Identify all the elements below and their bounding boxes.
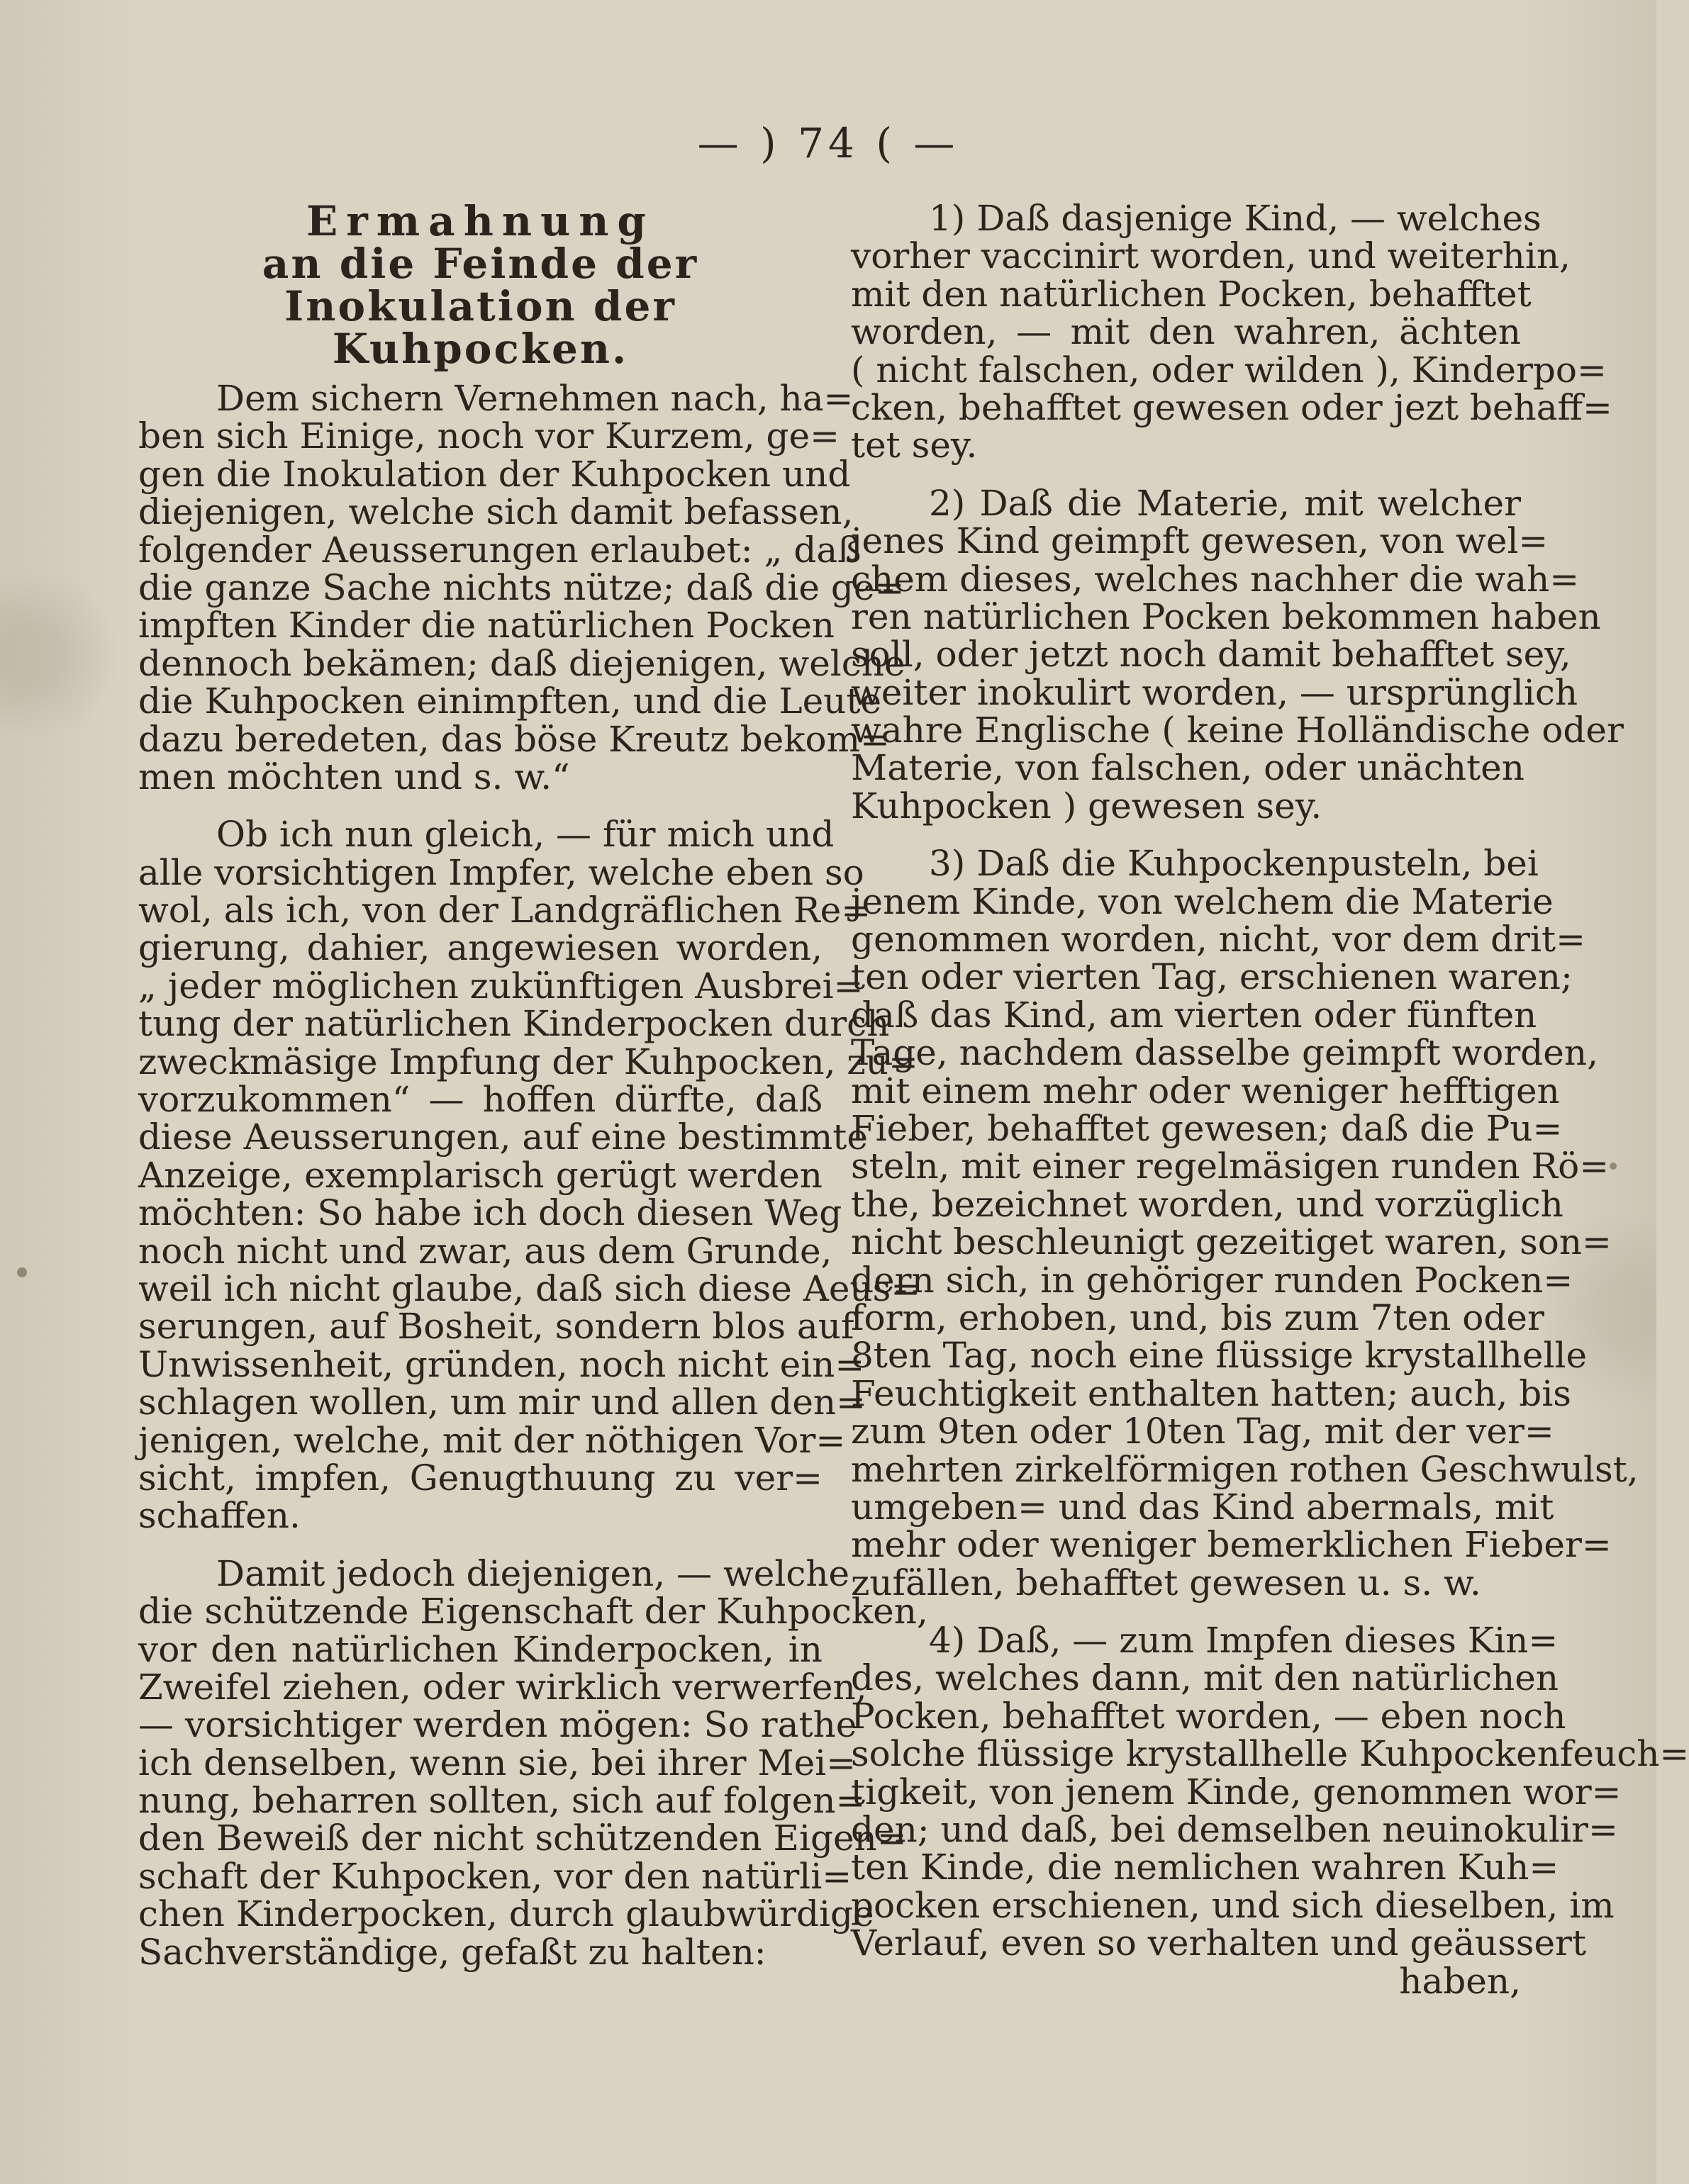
text-line: Anzeige, exemplarisch gerügt werden <box>138 1154 823 1196</box>
article-title <box>138 197 823 373</box>
text-line: worden, — mit den wahren, ächten <box>851 311 1521 353</box>
text-line: mit den natürlichen Pocken, behafftet <box>851 273 1532 315</box>
paragraph-gap <box>138 1535 823 1555</box>
title-line: an die Feinde der Inokulation der <box>262 240 699 330</box>
text-line: diejenigen, welche sich damit befassen, <box>138 491 854 533</box>
text-line: tung der natürlichen Kinderpocken durch <box>138 1003 890 1045</box>
text-line: impften Kinder die natürlichen Pocken <box>138 605 835 646</box>
text-line: jenigen, welche, mit der nöthigen Vor= <box>138 1419 846 1461</box>
text-line: 3) Daß die Kuhpockenpusteln, bei <box>929 843 1539 885</box>
text-line: pocken erschienen, und sich dieselben, im <box>851 1884 1615 1926</box>
paragraph <box>851 198 1612 466</box>
text-line: vor den natürlichen Kinderpocken, in <box>138 1628 823 1670</box>
text-line: tet sey. <box>851 425 978 466</box>
text-line: möchten: So habe ich doch diesen Weg <box>138 1192 842 1234</box>
text-line: dazu beredeten, das böse Kreutz bekom= <box>138 718 890 760</box>
text-line: serungen, auf Bosheit, sondern blos auf <box>138 1306 854 1348</box>
paragraph <box>851 1620 1689 1964</box>
text-line: 1) Daß dasjenige Kind, — welches <box>929 198 1542 239</box>
text-line: Kuhpocken ) gewesen sey. <box>851 785 1322 827</box>
catchword: haben, <box>1399 1960 1521 2002</box>
text-line: dern sich, in gehöriger runden Pocken= <box>851 1259 1573 1301</box>
text-line: jenem Kinde, von welchem die Materie <box>851 880 1554 922</box>
page-number: — ) 74 ( — <box>697 119 959 167</box>
paragraph-gap <box>851 825 1521 845</box>
paper-speck <box>17 1267 27 1277</box>
text-line: — vorsichtiger werden mögen: So rathe <box>138 1704 857 1746</box>
text-line: folgender Aeusserungen erlaubet: „ daß <box>138 529 862 571</box>
text-line: tigkeit, von jenem Kinde, genommen wor= <box>851 1771 1622 1813</box>
text-line: dennoch bekämen; daß diejenigen, welche <box>138 642 905 684</box>
text-line: nung, beharren sollten, sich auf folgen= <box>138 1780 866 1822</box>
text-line: gen die Inokulation der Kuhpocken und <box>138 453 851 495</box>
text-line: 2) Daß die Materie, mit welcher <box>929 482 1521 524</box>
text-line: Dem sichern Vernehmen nach, ha= <box>216 378 854 419</box>
paragraph <box>851 843 1639 1603</box>
text-line: soll, oder jetzt noch damit behafftet sey, <box>851 634 1571 676</box>
text-line: steln, mit einer regelmäsigen runden Rö= <box>851 1146 1610 1187</box>
text-line: Sachverständige, gefaßt zu halten: <box>138 1931 767 1973</box>
text-line: 4) Daß, — zum Impfen dieses Kin= <box>929 1620 1559 1662</box>
text-line: jenes Kind geimpft gewesen, von wel= <box>851 520 1549 562</box>
text-line: diese Aeusserungen, auf eine bestimmte <box>138 1116 868 1158</box>
text-line: vorher vaccinirt worden, und weiterhin, <box>851 235 1571 277</box>
text-line: vorzukommen“ — hoffen dürfte, daß <box>138 1079 823 1121</box>
text-line: daß das Kind, am vierten oder fünften <box>851 994 1537 1036</box>
paragraph <box>138 814 921 1537</box>
text-line: schaft der Kuhpocken, vor den natürli= <box>138 1855 852 1897</box>
text-line: Damit jedoch diejenigen, — welche <box>216 1552 850 1594</box>
text-line: ten Kinde, die nemlichen wahren Kuh= <box>851 1847 1559 1888</box>
text-line: zweckmäsige Impfung der Kuhpocken, zu= <box>138 1041 918 1082</box>
text-line: sicht, impfen, Genugthuung zu ver= <box>138 1457 823 1499</box>
text-line: Verlauf, even so verhalten und geäussert <box>851 1922 1587 1964</box>
right-paragraphs <box>851 198 1689 1964</box>
text-line: Pocken, behafftet worden, — eben noch <box>851 1695 1566 1737</box>
text-line: wol, als ich, von der Landgräflichen Re= <box>138 890 871 931</box>
text-line: ( nicht falschen, oder wilden ), Kinderpo= <box>851 349 1607 391</box>
text-line: cken, behafftet gewesen oder jezt behaff= <box>851 386 1612 428</box>
paragraph-gap <box>851 1602 1521 1622</box>
text-line: schaffen. <box>138 1495 301 1537</box>
text-line: „ jeder möglichen zukünftigen Ausbrei= <box>138 965 864 1007</box>
text-line: Fieber, behafftet gewesen; daß die Pu= <box>851 1107 1563 1149</box>
text-line: die schützende Eigenschaft der Kuhpocken, <box>138 1591 928 1633</box>
text-line: chen Kinderpocken, durch glaubwürdige <box>138 1893 874 1935</box>
text-line: wahre Englische ( keine Holländische oder <box>851 710 1624 751</box>
paragraph <box>138 1552 928 1973</box>
text-line: mehrten zirkelförmigen rothen Geschwulst, <box>851 1448 1639 1490</box>
text-line: ich denselben, wenn sie, bei ihrer Mei= <box>138 1742 857 1783</box>
text-line: Feuchtigkeit enthalten hatten; auch, bis <box>851 1372 1571 1414</box>
text-line: noch nicht und zwar, aus dem Grunde, <box>138 1230 832 1272</box>
text-line: Ob ich nun gleich, — für mich und <box>216 814 835 856</box>
text-line: nicht beschleunigt gezeitiget waren, son= <box>851 1221 1612 1263</box>
text-line: ten oder vierten Tag, erschienen waren; <box>851 956 1573 998</box>
right-column <box>851 198 1689 2002</box>
title-line: Kuhpocken. <box>332 325 629 373</box>
text-line: 8ten Tag, noch eine flüssige krystallhelle <box>851 1335 1588 1377</box>
text-line: weiter inokulirt worden, — ursprünglich <box>851 671 1578 713</box>
text-line: solche flüssige krystallhelle Kuhpockenfeuch= <box>851 1733 1689 1775</box>
text-line: chem dieses, welches nachher die wah= <box>851 558 1580 600</box>
text-line: die Kuhpocken einimpften, und die Leute <box>138 681 882 722</box>
text-line: zum 9ten oder 10ten Tag, mit der ver= <box>851 1411 1554 1452</box>
text-line: mit einem mehr oder weniger hefftigen <box>851 1070 1560 1111</box>
text-line: Tage, nachdem dasselbe geimpft worden, <box>851 1032 1598 1074</box>
paragraph-gap <box>138 796 823 816</box>
text-line: Materie, von falschen, oder unächten <box>851 747 1524 789</box>
text-line: genommen worden, nicht, vor dem drit= <box>851 919 1586 961</box>
title-line: Ermahnung <box>306 197 654 245</box>
paragraph <box>138 378 905 797</box>
paragraph-gap <box>851 465 1521 485</box>
text-line: alle vorsichtigen Impfer, welche eben so <box>138 851 864 893</box>
text-line: ben sich Einige, noch vor Kurzem, ge= <box>138 415 840 457</box>
text-line: the, bezeichnet worden, und vorzüglich <box>851 1183 1563 1225</box>
paper-speck <box>1610 1163 1617 1170</box>
text-line: Unwissenheit, gründen, noch nicht ein= <box>138 1343 865 1385</box>
text-line: men möchten und s. w.“ <box>138 756 570 797</box>
text-line: den; und daß, bei demselben neuinokulir= <box>851 1809 1618 1851</box>
text-line: gierung, dahier, angewiesen worden, <box>138 927 823 969</box>
text-line: mehr oder weniger bemerklichen Fieber= <box>851 1524 1612 1566</box>
text-line: die ganze Sache nichts nütze; daß die ge= <box>138 566 905 608</box>
text-line: den Beweiß der nicht schützenden Eigen= <box>138 1818 907 1859</box>
text-line: des, welches dann, mit den natürlichen <box>851 1657 1559 1699</box>
text-line: umgeben= und das Kind abermals, mit <box>851 1486 1554 1528</box>
paragraph <box>851 482 1624 827</box>
text-line: form, erhoben, und, bis zum 7ten oder <box>851 1297 1544 1338</box>
text-line: zufällen, behafftet gewesen u. s. w. <box>851 1562 1481 1603</box>
text-line: Zweifel ziehen, oder wirklich verwerfen, <box>138 1666 867 1708</box>
text-line: weil ich nicht glaube, daß sich diese Aeus= <box>138 1267 921 1309</box>
text-line: schlagen wollen, um mir und allen den= <box>138 1382 866 1423</box>
text-line: ren natürlichen Pocken bekommen haben <box>851 595 1601 637</box>
